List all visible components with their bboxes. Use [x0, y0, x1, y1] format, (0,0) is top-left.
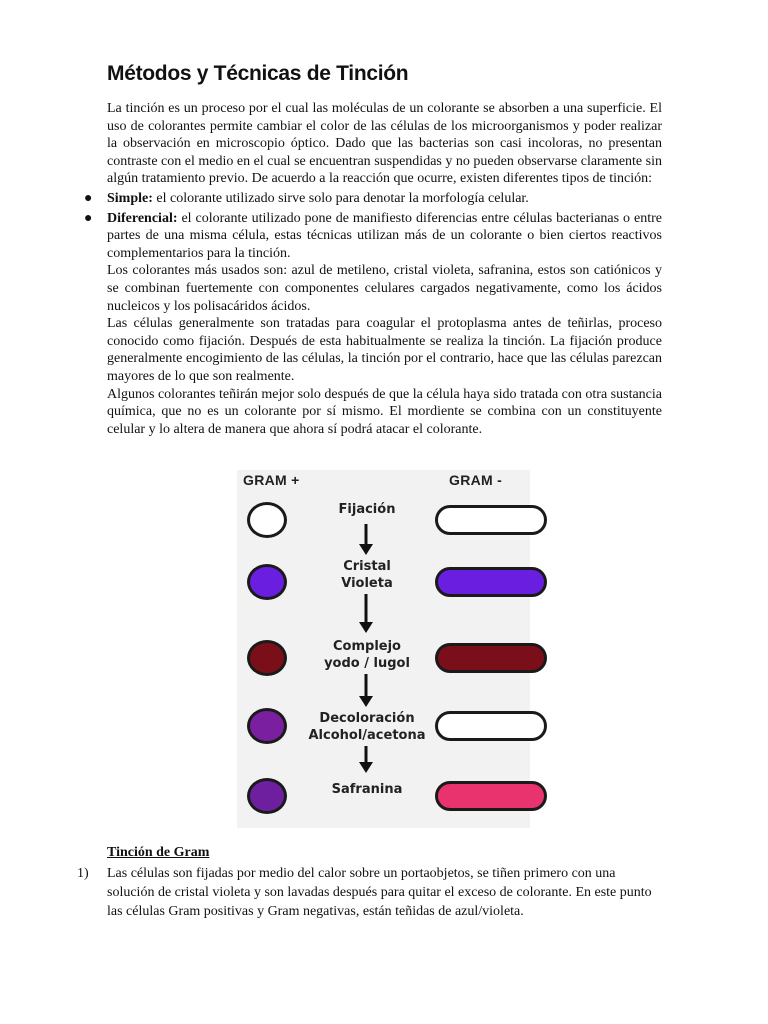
- bullet-icon: ●: [84, 190, 93, 206]
- arrow-down-icon: [358, 674, 374, 708]
- gram-positive-cell: [247, 708, 287, 744]
- step-label: Cristal Violeta: [341, 559, 393, 591]
- numbered-list: [77, 864, 662, 921]
- gram-stain-diagram: [237, 470, 530, 828]
- item-number: 1): [77, 866, 89, 881]
- paragraph-fijacion: Las células generalmente son tratadas para coagular el protoplasma antes de teñirlas, proceso conocido como fijación. Después de esta habitualmente se realiza la tinción. La fijación produce generalmente encogimiento de las células, la tinción por el contrario, hace que las células parezcan mayores de lo que son realmente.: [107, 316, 662, 384]
- bullet-text: el colorante utilizado pone de manifiesto diferencias entre células bacterianas o entre partes de una misma célula, estas técnicas utilizan más de un colorante o bien ciertos reactivos complementarios para la tinción.: [107, 210, 662, 261]
- gram-negative-header: GRAM -: [449, 472, 503, 488]
- gram-positive-cell: [247, 564, 287, 600]
- gram-positive-header: GRAM +: [243, 472, 300, 488]
- bullet-text: el colorante utilizado sirve solo para denotar la morfología celular.: [152, 190, 529, 206]
- gram-positive-cell: [247, 502, 287, 538]
- gram-negative-cell: [435, 643, 547, 673]
- bullet-label: Simple:: [107, 190, 153, 206]
- bullet-simple: [84, 190, 662, 208]
- arrow-down-icon: [358, 594, 374, 634]
- body-text: [84, 100, 662, 438]
- bullet-diferencial: [84, 210, 662, 263]
- arrow-down-icon: [358, 524, 374, 556]
- bullet-label: Diferencial:: [107, 210, 178, 226]
- page-title: Métodos y Técnicas de Tinción: [107, 62, 409, 85]
- intro-paragraph: La tinción es un proceso por el cual las moléculas de un colorante se absorben a una superficie. El uso de colorantes permite cambiar el color de las células de los microorganismos y poder realizar la observación en microscopio óptico. Dado que las bacterias son casi incoloras, no presentan contraste con el medio en el cual se encuentran suspendidas y no pueden observarse claramente sin algún tratamiento previo. De acuerdo a la reacción que ocurre, existen diferentes tipos de tinción:: [107, 101, 662, 187]
- gram-negative-cell: [435, 711, 547, 741]
- paragraph-colorantes: Los colorantes más usados son: azul de metileno, cristal violeta, safranina, estos son catiónicos y se combinan fuertemente con componentes celulares cargados negativamente, como los ácidos nucleicos y los polisacáridos ácidos.: [107, 263, 662, 314]
- section-title: Tinción de Gram: [107, 845, 210, 860]
- step-label: Decoloración Alcohol/acetona: [308, 711, 426, 743]
- gram-positive-cell: [247, 640, 287, 676]
- paragraph-mordiente: Algunos colorantes teñirán mejor solo después de que la célula haya sido tratada con otra sustancia química, que no es un colorante por sí mismo. El mordiente se combina con un constituyente celular y lo altera de manera que ahora sí podrá atacar el colorante.: [107, 386, 662, 437]
- arrow-down-icon: [358, 746, 374, 774]
- step-label: Complejo yodo / lugol: [324, 639, 410, 671]
- gram-negative-cell: [435, 505, 547, 535]
- step-label: Fijación: [338, 502, 396, 517]
- item-text: Las células son fijadas por medio del calor sobre un portaobjetos, se tiñen primero con una solución de cristal violeta y son lavadas después para quitar el exceso de colorante. En este punto las células Gram positivas y Gram negativas, están teñidas de azul/violeta.: [107, 866, 652, 919]
- bullet-icon: ●: [84, 210, 93, 226]
- gram-negative-cell: [435, 567, 547, 597]
- gram-negative-cell: [435, 781, 547, 811]
- gram-positive-cell: [247, 778, 287, 814]
- step-label: Safranina: [331, 782, 403, 797]
- list-item: [77, 864, 662, 921]
